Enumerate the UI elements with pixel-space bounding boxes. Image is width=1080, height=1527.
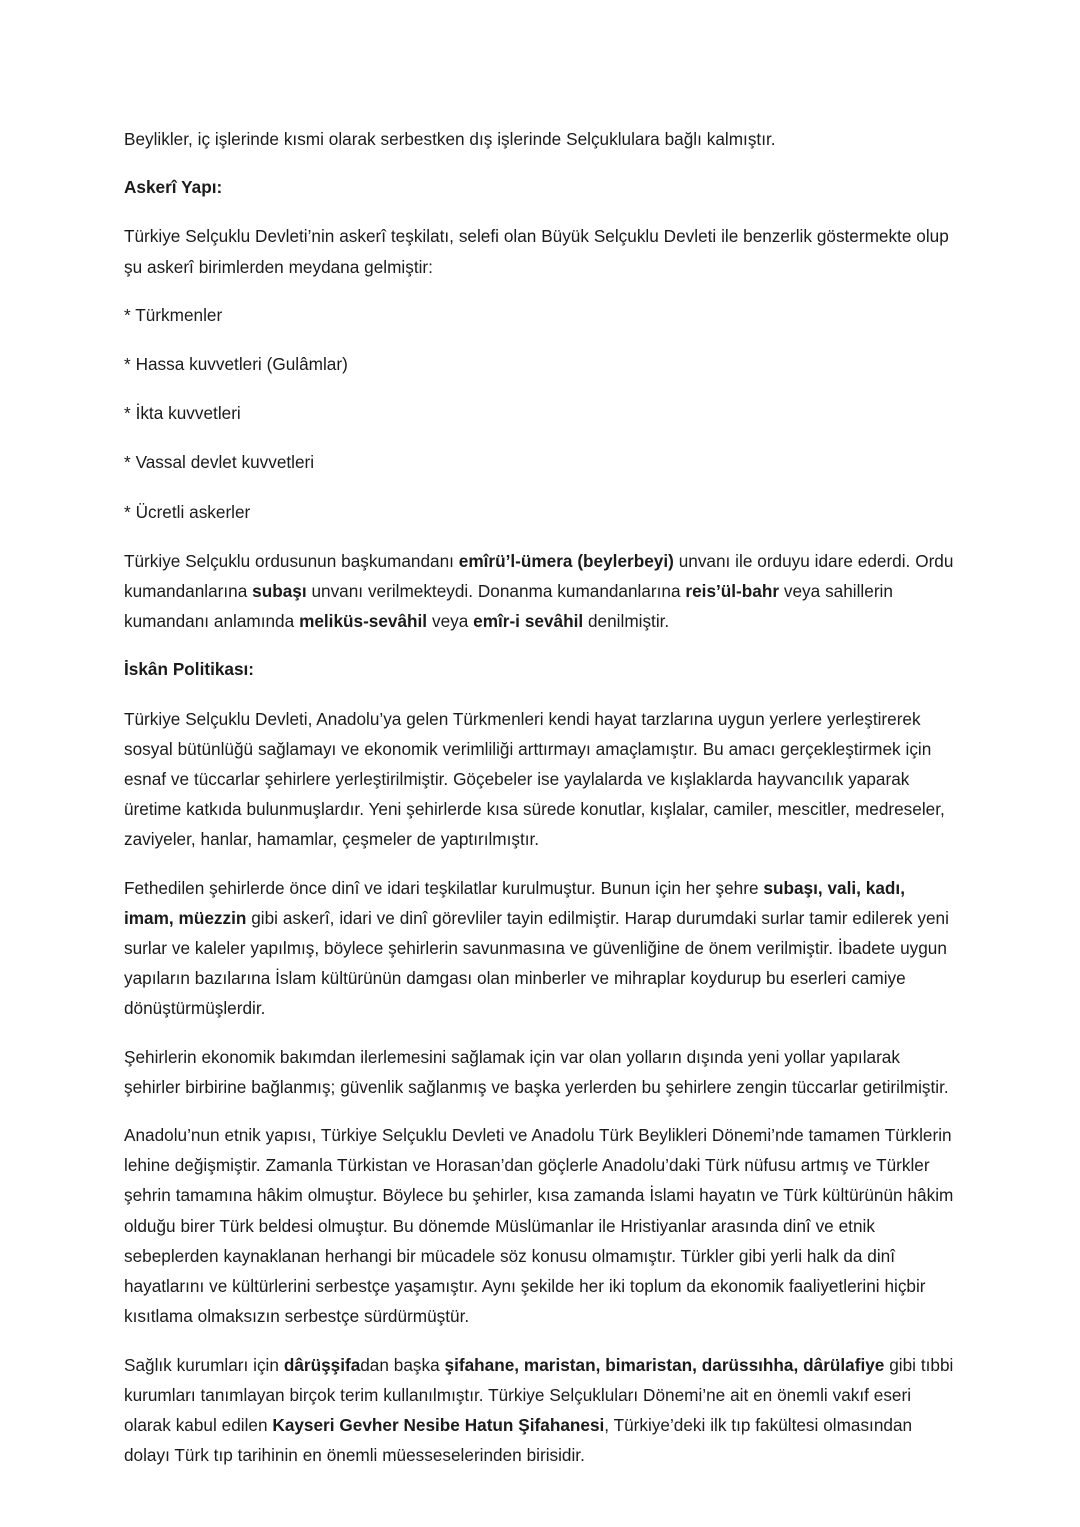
paragraph-askeri-teskilat [124,221,959,281]
text-run: Fethedilen şehirlerde önce dinî ve idari teşkilatlar kurulmuştur. Bunun için her şehre [124,877,764,898]
paragraph-fethedilen-sehirler [124,873,959,1024]
text-run: Türkiye Selçuklu Devleti, Anadolu’ya gelen Türkmenleri kendi hayat tarzlarına uygun yerlere yerleştirerek sosyal bütünlüğü sağlamayı ve ekonomik verimliliği arttırmayı amaçlamıştır. Bu amacı gerçekleştirmek için esnaf ve tüccarlar şehirlere yerleştirilmiştir. Göçebeler ise yaylalarda ve kışlaklarda hayvancılık yaparak üretime katkıda bulunmuşlardır. Yeni şehirlerde kısa sürede konutlar, kışlalar, camiler, mescitler, medreseler, zaviyeler, hanlar, hamamlar, çeşmeler de yaptırılmıştır. [124,708,945,850]
text-run: dan başka [360,1354,445,1375]
bullet-turkmenler [124,300,959,330]
emphasis-run: dârüşşifa [283,1354,361,1375]
paragraph-komutanlar [124,546,959,637]
emphasis-run: şifahane, maristan, bimaristan, darüssıhha, dârülafiye [444,1354,885,1375]
emphasis-run: Askerî Yapı: [124,177,223,198]
paragraph-saglik-kurumlari [124,1350,959,1471]
bullet-hassa-kuvvetleri [124,349,959,379]
bullet-vassal-devlet-kuvvetleri [124,447,959,477]
text-run: * İkta kuvvetleri [124,403,241,424]
paragraph-etnik-yapi [124,1120,959,1331]
heading-iskan-politikasi [124,654,959,684]
text-run: unvanı verilmekteydi. Donanma kumandanlarına [306,581,686,602]
text-run: * Hassa kuvvetleri (Gulâmlar) [124,354,348,375]
text-run: * Türkmenler [124,304,223,325]
text-run: , Türkiye’deki ilk tıp fakültesi olmasından dolayı Türk tıp tarihinin en önemli müesseselerinden birisidir. [124,1414,913,1466]
text-run: Türkiye Selçuklu ordusunun başkumandanı [124,550,459,571]
emphasis-run: meliküs-sevâhil [299,611,428,632]
text-run: * Vassal devlet kuvvetleri [124,452,315,473]
emphasis-run: emîr-i sevâhil [473,611,584,632]
bullet-ucretli-askerler [124,497,959,527]
emphasis-run: İskân Politikası: [124,659,255,680]
text-run: Türkiye Selçuklu Devleti’nin askerî teşkilatı, selefi olan Büyük Selçuklu Devleti ile benzerlik göstermekte olup şu askerî birimlerden meydana gelmiştir: [124,226,949,277]
emphasis-run: reis’ül-bahr [685,581,780,602]
bullet-ikta-kuvvetleri [124,398,959,428]
text-run: unvanı ile orduyu idare ederdi. Ordu kumandanlarına [124,550,954,602]
text-run: Şehirlerin ekonomik bakımdan ilerlemesini sağlamak için var olan yolların dışında yeni yollar yapılarak şehirler birbirine bağlanmış; güvenlik sağlanmış ve başka yerlerden bu şehirlere zengin tüccarlar getirilmiştir. [124,1046,949,1097]
text-run: denilmiştir. [583,611,670,632]
text-run: Anadolu’nun etnik yapısı, Türkiye Selçuklu Devleti ve Anadolu Türk Beylikleri Dönemi’nde tamamen Türklerin lehine değişmiştir. Zamanla Türkistan ve Horasan’dan göçlerle Anadolu’daki Türk nüfusu artmış ve Türkler şehrin tamamına hâkim olmuştur. Böylece bu şehirler, kısa zamanda İslami hayatın ve Türk kültürünün hâkim olduğu birer Türk beldesi olmuştur. Bu dönemde Müslümanlar ile Hristiyanlar arasında dinî ve etnik sebeplerden kaynaklanan herhangi bir mücadele söz konusu olmamıştır. Türkler gibi yerli halk da dinî hayatlarını ve kültürlerini serbestçe yaşamıştır. Aynı şekilde her iki toplum da ekonomik faaliyetlerini hiçbir kısıtlama olmaksızın serbestçe sürdürmüştür. [124,1125,954,1327]
text-run: * Ücretli askerler [124,501,251,522]
paragraph-iskan-yerlesim [124,704,959,855]
emphasis-run: subaşı, vali, kadı, imam, müezzin [124,877,905,928]
heading-askeri-yapi [124,172,959,202]
text-run: veya [427,611,474,632]
text-run: Beylikler, iç işlerinde kısmi olarak serbestken dış işlerinde Selçuklulara bağlı kalmıştır. [124,129,776,149]
document-body [124,124,959,1488]
paragraph-ekonomik-yollar [124,1042,959,1102]
emphasis-run: emîrü’l-ümera (beylerbeyi) [458,550,674,571]
text-run: Sağlık kurumları için [124,1354,284,1375]
text-run: gibi askerî, idari ve dinî görevliler tayin edilmiştir. Harap durumdaki surlar tamir edilerek yeni surlar ve kaleler yapılmış, böylece şehirlerin savunmasına ve güvenliğine de önem verilmiştir. İbadete uygun yapıların bazılarına İslam kültürünün damgası olan minberler ve mihraplar koydurup bu eserleri camiye dönüştürmüşlerdir. [124,907,949,1019]
emphasis-run: subaşı [252,581,307,602]
emphasis-run: Kayseri Gevher Nesibe Hatun Şifahanesi [272,1414,605,1435]
text-run: gibi tıbbi kurumları tanımlayan birçok terim kullanılmıştır. Türkiye Selçukluları Dönemi’ne ait en önemli vakıf eseri olarak kabul edilen [124,1354,954,1435]
paragraph-beylikler [124,124,959,154]
text-run: veya sahillerin kumandanı anlamında [124,581,893,632]
